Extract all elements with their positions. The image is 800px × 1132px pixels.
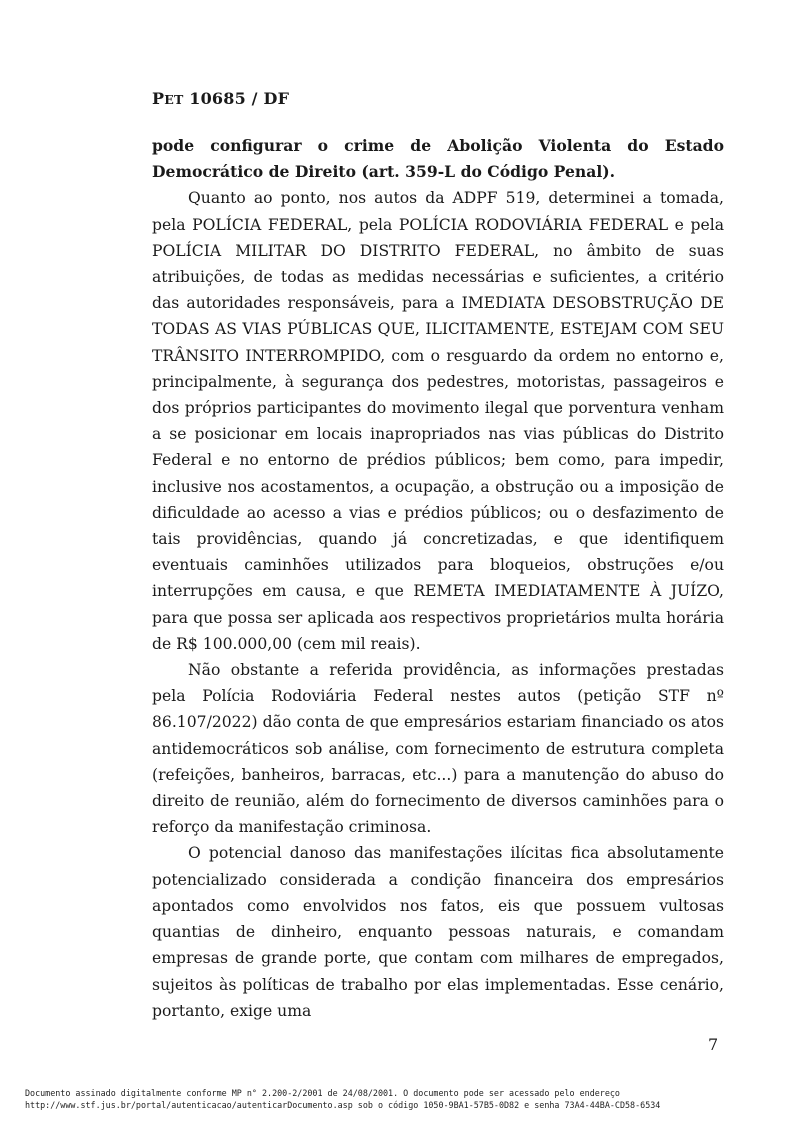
paragraph-lead-bold: pode configurar o crime de Abolição Violenta do Estado Democrático de Direito (art. 359-L do Código Penal). xyxy=(152,136,724,182)
footer-line-2: http://www.stf.jus.br/portal/autenticacao/autenticarDocumento.asp sob o código 1050-9BA1-57B5-0D82 e senha 73A4-44BA-CD58-6534 xyxy=(25,1100,661,1111)
paragraph-prf-information: Não obstante a referida providência, as informações prestadas pela Polícia Rodoviária Federal nestes autos (petição STF nº 86.107/2022) dão conta de que empresários estariam financiado os atos antidemocráticos sob análise, com fornecimento de estrutura completa (refeições, banheiros, barracas, etc...) para a manutenção do abuso do direito de reunião, além do fornecimento de diversos caminhões para o reforço da manifestação criminosa. xyxy=(152,661,724,837)
paragraph-adpf-order: Quanto ao ponto, nos autos da ADPF 519, determinei a tomada, pela POLÍCIA FEDERAL, pela POLÍCIA RODOVIÁRIA FEDERAL e pela POLÍCIA MILITAR DO DISTRITO FEDERAL, no âmbito de suas atribuições, de todas as medidas necessárias e suficientes, a critério das autoridades responsáveis, para a IMEDIATA DESOBSTRUÇÃO DE TODAS AS VIAS PÚBLICAS QUE, ILICITAMENTE, ESTEJAM COM SEU TRÂNSITO INTERROMPIDO, com o resguardo da ordem no entorno e, principalmente, à segurança dos pedestres, motoristas, passageiros e dos próprios participantes do movimento ilegal que porventura venham a se posicionar em locais inapropriados nas vias públicas do Distrito Federal e no entorno de prédios públicos; bem como, para impedir, inclusive nos acostamentos, a ocupação, a obstrução ou a imposição de dificuldade ao acesso a vias e prédios públicos; ou o desfazimento de tais providências, quando já concretizadas, e que identifiquem eventuais caminhões utilizados para bloqueios, obstruções e/ou interrupções em causa, e que REMETA IMEDIATAMENTE À JUÍZO, para que possa ser aplicada aos respectivos proprietários multa horária de R$ 100.000,00 (cem mil reais). xyxy=(152,189,724,653)
header-small-caps: ET xyxy=(164,92,184,107)
digital-signature-footer xyxy=(25,1087,660,1112)
page-number: 7 xyxy=(708,1035,719,1054)
header-initial: P xyxy=(152,89,165,108)
document-body xyxy=(152,133,724,1024)
footer-line-1: Documento assinado digitalmente conforme MP n° 2.200-2/2001 de 24/08/2001. O documento pode ser acessado pelo endereço xyxy=(25,1088,620,1098)
case-identifier: 10685 / DF xyxy=(189,89,290,108)
paragraph-damage-potential: O potencial danoso das manifestações ilícitas fica absolutamente potencializado considerada a condição financeira dos empresários apontados como envolvidos nos fatos, eis que possuem vultosas quantias de dinheiro, enquanto pessoas naturais, e comandam empresas de grande porte, que contam com milhares de empregados, sujeitos às políticas de trabalho por elas implementadas. Esse cenário, portanto, exige uma xyxy=(152,844,724,1020)
page-header xyxy=(152,89,289,108)
